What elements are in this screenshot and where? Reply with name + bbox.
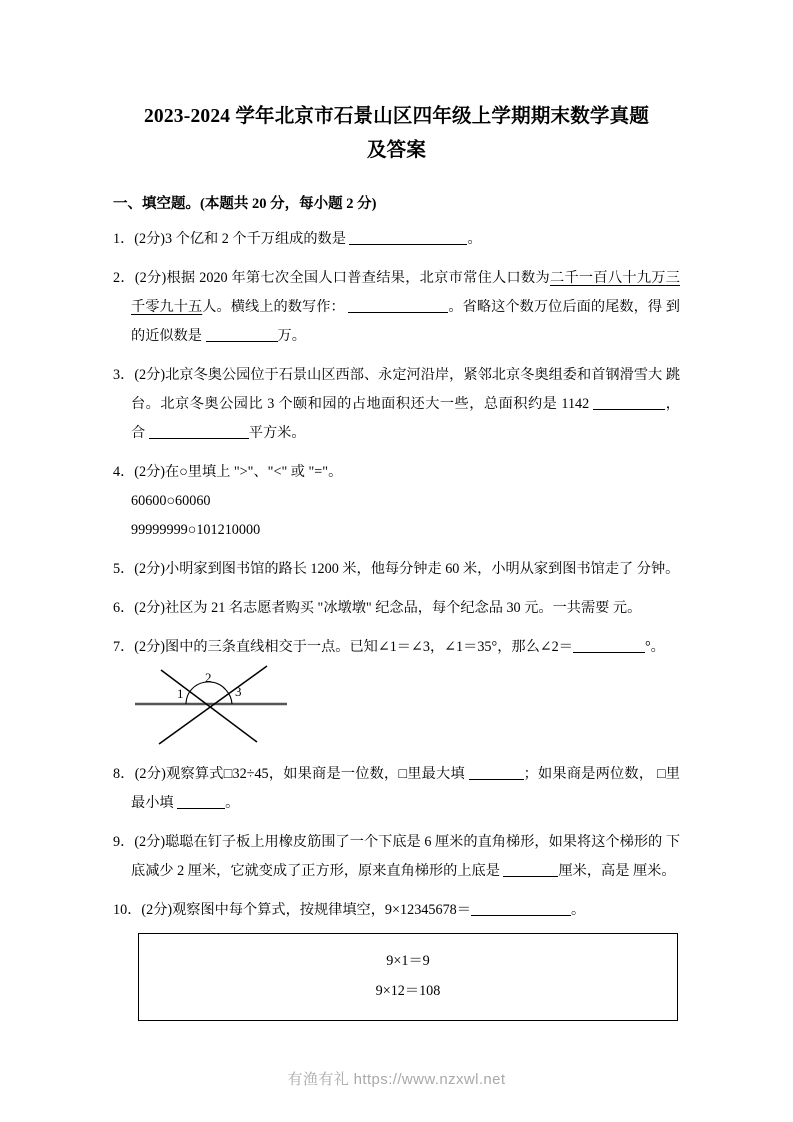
question-3 — [113, 351, 680, 448]
question-2 — [113, 254, 680, 351]
question-3-text-e: 平方米。 — [248, 425, 306, 441]
answer-blank[interactable] — [348, 297, 448, 313]
question-10-body — [113, 896, 680, 925]
section-heading-fill-in-blanks: 一、填空题。(本题共 20 分，每小题 2 分) — [113, 196, 377, 212]
answer-blank[interactable] — [349, 229, 467, 245]
answer-blank[interactable] — [593, 394, 665, 410]
question-2-body — [113, 264, 680, 351]
question-8-text-c: □里最小填 — [131, 766, 680, 811]
question-4-text: 4．(2分)在○里填上 ">"、"<" 或 "="。 — [113, 464, 343, 480]
pattern-row: 9×12＝108 — [375, 983, 441, 999]
question-6-text-b: 元。 — [612, 600, 642, 616]
question-10-text-b: 。 — [570, 902, 586, 918]
question-4-compare-2[interactable]: 99999999○101210000 — [131, 522, 261, 538]
three-lines-intersection-svg — [131, 664, 291, 750]
pattern-table — [138, 933, 678, 1021]
question-3-text-a: 3．(2分)北京冬奥公园位于石景山区西部、永定河沿岸，紧邻北京冬奥组委和首钢滑雪大 — [113, 367, 663, 383]
angle-diagram-figure — [113, 662, 680, 750]
question-2-text-e: 万。 — [277, 328, 306, 344]
footer-watermark: 有渔有礼 https://www.nzxwl.net — [287, 1071, 506, 1088]
answer-blank[interactable] — [503, 861, 558, 877]
angle-1-label: 1 — [177, 686, 184, 701]
question-9-text-a: 9．(2分)聪聪在钉子板上用橡皮筋围了一个下底是 6 厘米的直角梯形，如果将这个梯形的 — [113, 834, 663, 850]
pattern-row: 9×1＝9 — [386, 953, 430, 969]
question-8-text-a: 8．(2分)观察算式□32÷45，如果商是一位数，□里最大填 — [113, 766, 465, 782]
document-content — [113, 0, 680, 1021]
question-4 — [113, 448, 680, 545]
answer-blank[interactable] — [471, 900, 571, 916]
question-2-underlined-a: 二千一百八十九万 — [549, 270, 666, 286]
question-3-text-d: 合 — [131, 425, 146, 441]
answer-blank[interactable] — [573, 637, 645, 653]
question-5-text-b: 分钟。 — [636, 561, 680, 577]
question-9-body — [113, 828, 680, 886]
question-4-body — [113, 458, 680, 487]
question-9-text-d: 厘米。 — [632, 863, 676, 879]
question-10 — [113, 886, 680, 1021]
question-7-text-b: °。 — [644, 639, 665, 655]
answer-blank[interactable] — [177, 793, 225, 809]
question-2-text-c: 。省略这个数万位后面的尾数，得 — [448, 299, 663, 315]
question-9-text-c: 厘米，高是 — [558, 863, 630, 879]
angle-3-label: 3 — [235, 684, 242, 699]
title-line-1: 2023-2024 学年北京市石景山区四年级上学期期末数学真题 — [143, 106, 650, 127]
question-1-body — [113, 225, 680, 254]
question-9-text-b: 下底减少 2 厘米，它就变成了正方形，原来直角梯形的上底是 — [131, 834, 681, 879]
question-8-text-b: ；如果商是两位数， — [523, 766, 654, 782]
page-title — [113, 0, 680, 168]
question-10-text-a: 10．(2分)观察图中每个算式，按规律填空，9×12345678＝ — [113, 902, 471, 918]
question-6 — [113, 584, 680, 623]
question-8-text-d: 。 — [225, 795, 240, 811]
question-2-text-d: 到的近似数是 — [131, 299, 680, 344]
question-2-text-a: 2．(2分)根据 2020 年第七次全国人口普查结果，北京市常住人口数为 — [113, 270, 550, 286]
question-2-underlined-b: 三千零九十五 — [131, 270, 680, 315]
question-5-text-a: 5．(2分)小明家到图书馆的路长 1200 米，他每分钟走 60 米，小明从家到图书馆走了 — [113, 561, 634, 577]
question-7-text-a: 7．(2分)图中的三条直线相交于一点。已知∠1＝∠3，∠1＝35°，那么∠2＝ — [113, 639, 573, 655]
question-3-text-c: ， — [665, 396, 680, 412]
question-1-text: 1．(2分)3 个亿和 2 个千万组成的数是 — [113, 231, 346, 247]
question-5 — [113, 545, 680, 584]
question-7-body — [113, 633, 680, 662]
question-8-body — [113, 760, 680, 818]
question-4-compare-1[interactable]: 60600○60060 — [131, 493, 211, 509]
question-3-body — [113, 361, 680, 448]
question-3-text-b: 跳台。北京冬奥公园比 3 个颐和园的占地面积还大一些，总面积约是 1142 — [131, 367, 681, 412]
answer-blank[interactable] — [206, 326, 278, 342]
question-1-suffix: 。 — [467, 231, 482, 247]
question-6-text-a: 6．(2分)社区为 21 名志愿者购买 "冰墩墩" 纪念品，每个纪念品 30 元。一共需要 — [113, 600, 610, 616]
answer-blank[interactable] — [469, 764, 524, 780]
question-8 — [113, 750, 680, 818]
question-1 — [113, 215, 680, 254]
angle-2-label: 2 — [205, 670, 212, 685]
question-7 — [113, 623, 680, 750]
question-2-text-b: 人。横线上的数写作： — [202, 299, 345, 315]
question-6-body — [113, 594, 680, 623]
title-line-2: 及答案 — [366, 140, 427, 161]
question-5-body — [113, 555, 680, 584]
answer-blank[interactable] — [149, 423, 249, 439]
question-9 — [113, 818, 680, 886]
